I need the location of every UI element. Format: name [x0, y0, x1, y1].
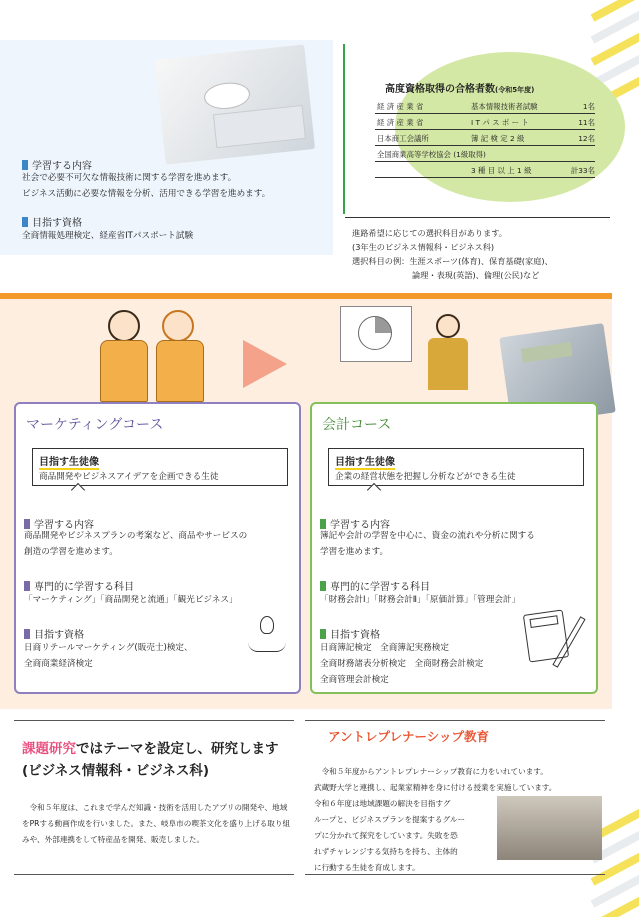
accounting-subjects-heading: 専門的に学習する科目 — [320, 578, 430, 593]
cert-row: 3 種 目 以 上 1 級 計33名 — [375, 164, 595, 178]
entrepreneurship-bottom-line — [305, 874, 605, 875]
accounting-goal-box: 目指す生徒像 企業の経営状態を把握し分析などができる生徒 — [328, 448, 584, 486]
research-title: 課題研究ではテーマを設定し、研究します (ビジネス情報科・ビジネス科) — [22, 741, 279, 779]
marketing-subjects-heading: 専門的に学習する科目 — [24, 578, 134, 593]
entrepreneurship-title: アントレプレナーシップ教育 — [328, 729, 490, 744]
marketing-course-title: マーケティングコース — [26, 417, 164, 433]
routes-divider — [345, 217, 610, 218]
arrow-icon — [243, 340, 287, 388]
cert-title: 高度資格取得の合格者数(令和5年度) — [385, 84, 535, 95]
research-top-line — [14, 720, 294, 721]
qualification-heading: 目指す資格 — [22, 214, 82, 229]
marketing-qual-text: 日商リテールマーケティング(販売士)検定、 全商商業経済検定 — [24, 643, 193, 669]
entrepreneurship-text: 令和５年度からアントレプレナーシップ教育に力をいれています。 武蔵野大学と連携し、起業家精神を身に付ける授業を実施しています。 令和６年度は地域課題の解決を目指すグ ループと、ビジネスプランを提案するグルー プに分かれて探究をしています。失敗を恐 れずチャレンジする気持ちを持ち、主体的 に行動する生徒を育成します。 — [314, 767, 557, 872]
accounting-course-card — [310, 402, 598, 694]
presenter-illustration — [340, 306, 490, 396]
qualification-text: 全商情報処理検定、経産省ITパスポート試験 — [22, 231, 194, 241]
entrepreneurship-top-line — [305, 720, 605, 721]
accounting-learn-text: 簿記や会計の学習を中心に、資金の流れや分析に関する 学習を進めます。 — [320, 531, 535, 557]
routes-text: 進路希望に応じての選択科目があります。 (3年生のビジネス情報科・ビジネス科) 選択科目の例：生涯スポーツ(体育)、保育基礎(家庭)、 論理・表現(英語)、倫理(公民)など — [352, 228, 553, 280]
marketing-qual-heading: 目指す資格 — [24, 626, 84, 641]
marketing-course-card — [14, 402, 301, 694]
learn-heading: 学習する内容 — [22, 157, 92, 172]
mouse-keyboard-photo — [155, 44, 315, 164]
accounting-course-title: 会計コース — [322, 417, 392, 433]
research-text: 令和５年度は、これまで学んだ知識・技術を活用したアプリの開発や、地域をPRする動画作成を行いました。また、岐阜市の喫茶文化を盛り上げる取り組みや、外部連携をして特産品を開発、販売しました。 — [22, 803, 291, 844]
cert-row: 経 済 産 業 省 I T パ ス ポ ー ト 11名 — [375, 116, 595, 130]
accounting-qual-heading: 目指す資格 — [320, 626, 380, 641]
marketing-learn-heading: 学習する内容 — [24, 516, 94, 531]
learn-text: 社会で必要不可欠な情報技術に関する学習を進めます。 ビジネス活動に必要な情報を分析、活用できる学習を進めます。 — [22, 173, 271, 199]
cert-row: 日本商工会議所 簿 記 検 定 2 級 12名 — [375, 132, 595, 146]
marketing-goal-box: 目指す生徒像 商品開発やビジネスアイデアを企画できる生徒 — [32, 448, 288, 486]
marketing-subjects-text: 「マーケティング」「商品開発と流通」「観光ビジネス」 — [24, 595, 238, 605]
accounting-learn-heading: 学習する内容 — [320, 516, 390, 531]
research-bottom-line — [14, 874, 294, 875]
cert-row: 全国商業高等学校協会 (1級取得) — [375, 148, 595, 162]
lightbulb-icon — [248, 612, 288, 658]
classroom-photo — [497, 796, 602, 860]
green-divider — [343, 44, 345, 214]
marketing-learn-text: 商品開発やビジネスプランの考案など、商品やサービスの 創造の学習を進めます。 — [24, 531, 248, 557]
accounting-subjects-text: 「財務会計Ⅰ」「財務会計Ⅱ」「原価計算」「管理会計」 — [320, 595, 521, 605]
accounting-qual-text: 日商簿記検定 全商簿記実務検定 全商財務諸表分析検定 全商財務会計検定 全商管理会計検定 — [320, 643, 484, 685]
cert-row: 経 済 産 業 省 基本情報技術者試験 1名 — [375, 100, 595, 114]
